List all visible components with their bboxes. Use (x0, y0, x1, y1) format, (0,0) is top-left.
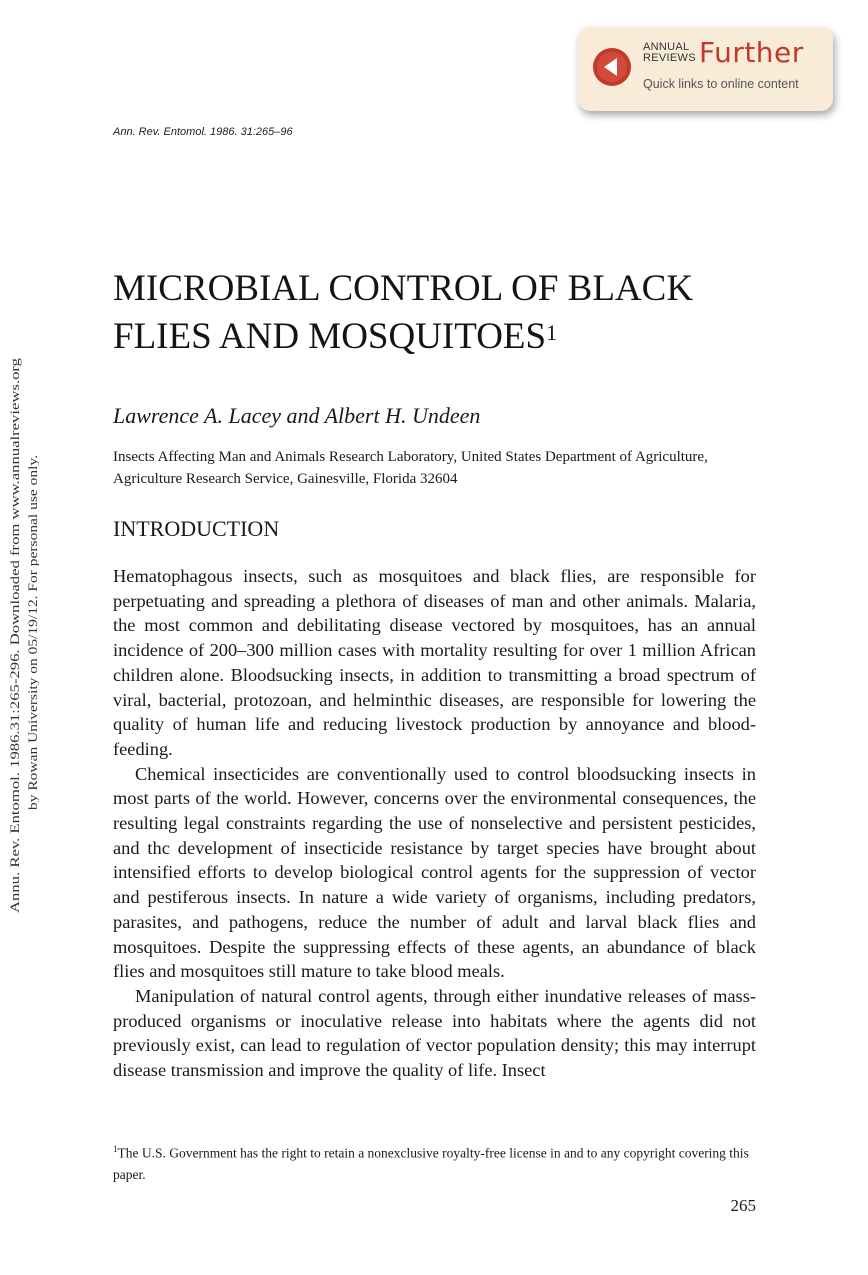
download-stamp (3, 355, 39, 915)
section-heading: INTRODUCTION (113, 516, 280, 541)
paragraph: Hematophagous insects, such as mosquitoes and black flies, are responsible for perpetuating and spreading a plethora of diseases of man and other animals. Malaria, the most common and debilitating disease vectored by mosquitoes, has an annual incidence of 200–300 million cases with mortality resulting for over 1 million African children alone. Bloodsucking insects, in addition to transmitting a broad spectrum of viral, bacterial, protozoan, and helminthic diseases, are responsible for lowering the quality of human life and reducing livestock production by annoyance and blood-feeding. (113, 566, 756, 759)
body-text (113, 564, 756, 1083)
journal-reference: Ann. Rev. Entomol. 1986. 31:265–96 (113, 126, 293, 138)
affiliation: Insects Affecting Man and Animals Research Laboratory, United States Department of Agriculture, Agriculture Research Service, Gainesville, Florida 32604 (113, 449, 708, 487)
paragraph: Chemical insecticides are conventionally used to control bloodsucking insects in most parts of the world. However, concerns over the environmental consequences, the resulting legal constraints regarding the use of nonselective and persistent pesticides, and thc development of insecticide resistance by target species have brought about intensified efforts to develop biological control agents for the suppression of vector and pestiferous insects. In nature a wide variety of organisms, including predators, parasites, and pathogens, reduce the number of adult and larval black flies and mosquitoes. Despite the suppressing effects of these agents, an abundance of black flies and mosquitoes still mature to take blood meals. (113, 763, 756, 982)
further-label: Further (699, 36, 804, 69)
download-stamp-line2: by Rowan University on 05/19/12. For personal use only. (25, 511, 39, 810)
annual-reviews-further-badge[interactable] (578, 27, 833, 111)
title-footnote-mark: 1 (546, 320, 558, 345)
annual-label: ANNUAL (643, 41, 690, 53)
reviews-label: REVIEWS (643, 52, 696, 64)
quick-links-label: Quick links to online content (643, 77, 799, 91)
authors: Lawrence A. Lacey and Albert H. Undeen (113, 403, 481, 428)
footnote-text: The U.S. Government has the right to retain a nonexclusive royalty-free license in and to any copyright covering this paper. (113, 1145, 749, 1182)
download-stamp-line1: Annu. Rev. Entomol. 1986.31:265-296. Downloaded from www.annualreviews.org (7, 479, 22, 913)
paragraph: Manipulation of natural control agents, through either inundative releases of mass-produced organisms or inoculative release into habitats where the agents did not previously exist, can lead to regulation of vector population density; this may interrupt disease transmission and improve the quality of life. Insect (113, 985, 756, 1081)
footnote-mark: 1 (113, 1144, 118, 1154)
annual-reviews-label (643, 42, 696, 64)
footnote (113, 1139, 758, 1185)
title-line2: FLIES AND MOSQUITOES (113, 316, 547, 357)
back-arrow-icon (592, 47, 632, 87)
paper-title (113, 265, 773, 361)
page-number: 265 (730, 1196, 756, 1215)
title-line1: MICROBIAL CONTROL OF BLACK (113, 268, 694, 309)
